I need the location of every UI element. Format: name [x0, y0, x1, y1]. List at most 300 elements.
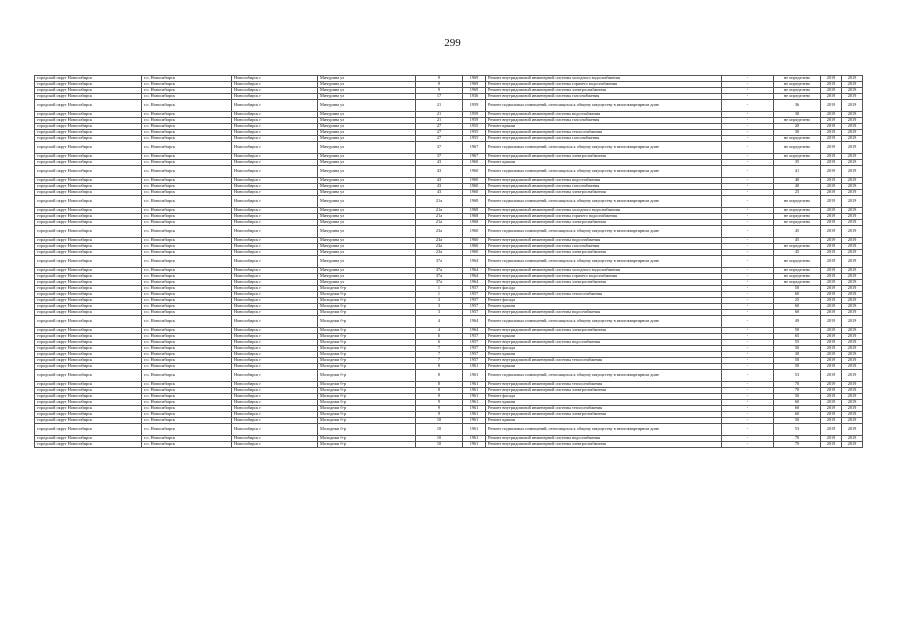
work-type-cell: Ремонт подвальных помещений, относящихся к общему имуществу в многоквартирном доме: [486, 424, 722, 436]
work-type-cell: Ремонт внутридомовой инженерной системы теплоснабжения: [486, 292, 722, 298]
work-type-cell: Ремонт подвальных помещений, относящихся к общему имуществу в многоквартирном доме: [486, 196, 722, 208]
cost-cell: -: [722, 358, 774, 364]
city-cell: Новосибирск г: [232, 436, 318, 442]
volume-cell: 20: [774, 124, 821, 130]
year-built-cell: 1967: [463, 142, 486, 154]
municipality-cell: г.о. Новосибирск: [142, 190, 232, 196]
cost-cell: -: [722, 196, 774, 208]
municipality-cell: г.о. Новосибирск: [142, 328, 232, 334]
cost-cell: -: [722, 226, 774, 238]
municipality-cell: г.о. Новосибирск: [142, 436, 232, 442]
district-cell: городской округ Новосибирск: [35, 256, 142, 268]
district-cell: городской округ Новосибирск: [35, 184, 142, 190]
volume-cell: не определено: [774, 142, 821, 154]
street-cell: Мичурина ул: [318, 118, 416, 124]
volume-cell: 55: [774, 340, 821, 346]
volume-cell: 60: [774, 304, 821, 310]
work-type-cell: Ремонт подвальных помещений, относящихся к общему имуществу в многоквартирном доме: [486, 100, 722, 112]
district-cell: городской округ Новосибирск: [35, 400, 142, 406]
volume-cell: 30: [774, 352, 821, 358]
end-year-cell: 2019: [842, 124, 863, 130]
cost-cell: -: [722, 400, 774, 406]
district-cell: городской округ Новосибирск: [35, 352, 142, 358]
end-year-cell: 2019: [842, 220, 863, 226]
city-cell: Новосибирск г: [232, 130, 318, 136]
start-year-cell: 2019: [821, 346, 842, 352]
volume-cell: не определено: [774, 154, 821, 160]
work-type-cell: Ремонт крыши: [486, 334, 722, 340]
district-cell: городской округ Новосибирск: [35, 88, 142, 94]
volume-cell: 40: [774, 184, 821, 190]
year-built-cell: 1961: [463, 382, 486, 388]
start-year-cell: 2019: [821, 334, 842, 340]
house-cell: 8: [416, 370, 463, 382]
work-type-cell: Ремонт внутридомовой инженерной системы газоснабжения: [486, 244, 722, 250]
cost-cell: -: [722, 352, 774, 358]
municipality-cell: г.о. Новосибирск: [142, 178, 232, 184]
city-cell: Новосибирск г: [232, 358, 318, 364]
street-cell: Мичурина ул: [318, 244, 416, 250]
street-cell: Молодежи б-р: [318, 364, 416, 370]
municipality-cell: г.о. Новосибирск: [142, 220, 232, 226]
work-type-cell: Ремонт фасада: [486, 298, 722, 304]
street-cell: Мичурина ул: [318, 166, 416, 178]
street-cell: Молодежи б-р: [318, 340, 416, 346]
cost-cell: -: [722, 442, 774, 448]
district-cell: городской округ Новосибирск: [35, 418, 142, 424]
cost-cell: -: [722, 220, 774, 226]
district-cell: городской округ Новосибирск: [35, 154, 142, 160]
district-cell: городской округ Новосибирск: [35, 412, 142, 418]
district-cell: городской округ Новосибирск: [35, 436, 142, 442]
start-year-cell: 2019: [821, 340, 842, 346]
street-cell: Молодежи б-р: [318, 382, 416, 388]
work-type-cell: Ремонт внутридомовой инженерной системы газоснабжения: [486, 94, 722, 100]
start-year-cell: 2019: [821, 250, 842, 256]
city-cell: Новосибирск г: [232, 214, 318, 220]
street-cell: Мичурина ул: [318, 88, 416, 94]
cost-cell: -: [722, 250, 774, 256]
end-year-cell: 2019: [842, 394, 863, 400]
cost-cell: -: [722, 298, 774, 304]
start-year-cell: 2019: [821, 274, 842, 280]
year-built-cell: 1955: [463, 124, 486, 130]
municipality-cell: г.о. Новосибирск: [142, 310, 232, 316]
municipality-cell: г.о. Новосибирск: [142, 88, 232, 94]
cost-cell: -: [722, 82, 774, 88]
city-cell: Новосибирск г: [232, 364, 318, 370]
work-type-cell: Ремонт внутридомовой инженерной системы горячего водоснабжения: [486, 274, 722, 280]
work-type-cell: Ремонт внутридомовой инженерной системы электроснабжения: [486, 328, 722, 334]
work-type-cell: Ремонт внутридомовой инженерной системы электроснабжения: [486, 190, 722, 196]
cost-cell: -: [722, 346, 774, 352]
district-cell: городской округ Новосибирск: [35, 190, 142, 196]
house-cell: 9: [416, 412, 463, 418]
city-cell: Новосибирск г: [232, 310, 318, 316]
city-cell: Новосибирск г: [232, 136, 318, 142]
municipality-cell: г.о. Новосибирск: [142, 382, 232, 388]
street-cell: Молодежи б-р: [318, 424, 416, 436]
end-year-cell: 2019: [842, 154, 863, 160]
table-row: [35, 166, 863, 178]
cost-cell: -: [722, 214, 774, 220]
end-year-cell: 2019: [842, 292, 863, 298]
start-year-cell: 2019: [821, 100, 842, 112]
house-cell: 6: [416, 340, 463, 346]
year-built-cell: 1967: [463, 154, 486, 160]
house-cell: 10: [416, 436, 463, 442]
street-cell: Молодежи б-р: [318, 400, 416, 406]
year-built-cell: 1960: [463, 184, 486, 190]
start-year-cell: 2019: [821, 226, 842, 238]
city-cell: Новосибирск г: [232, 268, 318, 274]
municipality-cell: г.о. Новосибирск: [142, 370, 232, 382]
street-cell: Мичурина ул: [318, 184, 416, 190]
work-type-cell: Ремонт внутридомовой инженерной системы газоснабжения: [486, 118, 722, 124]
house-cell: 21а: [416, 196, 463, 208]
city-cell: Новосибирск г: [232, 394, 318, 400]
city-cell: Новосибирск г: [232, 124, 318, 130]
street-cell: Молодежи б-р: [318, 310, 416, 316]
municipality-cell: г.о. Новосибирск: [142, 418, 232, 424]
end-year-cell: 2019: [842, 226, 863, 238]
house-cell: 27: [416, 136, 463, 142]
start-year-cell: 2019: [821, 292, 842, 298]
house-cell: 10: [416, 424, 463, 436]
district-cell: городской округ Новосибирск: [35, 100, 142, 112]
year-built-cell: 1957: [463, 292, 486, 298]
city-cell: Новосибирск г: [232, 424, 318, 436]
year-built-cell: 1961: [463, 364, 486, 370]
municipality-cell: г.о. Новосибирск: [142, 286, 232, 292]
work-type-cell: Ремонт крыши: [486, 160, 722, 166]
volume-cell: 60: [774, 400, 821, 406]
cost-cell: -: [722, 244, 774, 250]
year-built-cell: 1936: [463, 94, 486, 100]
end-year-cell: 2019: [842, 352, 863, 358]
year-built-cell: 1957: [463, 334, 486, 340]
end-year-cell: 2019: [842, 160, 863, 166]
street-cell: Молодежи б-р: [318, 292, 416, 298]
municipality-cell: г.о. Новосибирск: [142, 280, 232, 286]
municipality-cell: г.о. Новосибирск: [142, 82, 232, 88]
district-cell: городской округ Новосибирск: [35, 118, 142, 124]
end-year-cell: 2019: [842, 166, 863, 178]
house-cell: 43: [416, 184, 463, 190]
cost-cell: -: [722, 418, 774, 424]
city-cell: Новосибирск г: [232, 250, 318, 256]
volume-cell: 50: [774, 328, 821, 334]
year-built-cell: 1955: [463, 136, 486, 142]
year-built-cell: 1964: [463, 328, 486, 334]
work-type-cell: Ремонт фасада: [486, 394, 722, 400]
work-type-cell: Ремонт внутридомовой инженерной системы водоснабжения: [486, 238, 722, 244]
year-built-cell: 1961: [463, 388, 486, 394]
district-cell: городской округ Новосибирск: [35, 226, 142, 238]
street-cell: Молодежи б-р: [318, 436, 416, 442]
end-year-cell: 2019: [842, 100, 863, 112]
start-year-cell: 2019: [821, 238, 842, 244]
cost-cell: -: [722, 160, 774, 166]
municipality-cell: г.о. Новосибирск: [142, 250, 232, 256]
start-year-cell: 2019: [821, 352, 842, 358]
volume-cell: 25: [774, 298, 821, 304]
house-cell: 37а: [416, 268, 463, 274]
district-cell: городской округ Новосибирск: [35, 280, 142, 286]
start-year-cell: 2019: [821, 358, 842, 364]
volume-cell: 45: [774, 250, 821, 256]
end-year-cell: 2019: [842, 304, 863, 310]
start-year-cell: 2019: [821, 166, 842, 178]
volume-cell: не определено: [774, 208, 821, 214]
cost-cell: -: [722, 112, 774, 118]
municipality-cell: г.о. Новосибирск: [142, 244, 232, 250]
year-built-cell: 1968: [463, 196, 486, 208]
year-built-cell: 1964: [463, 316, 486, 328]
year-built-cell: 1968: [463, 220, 486, 226]
municipality-cell: г.о. Новосибирск: [142, 238, 232, 244]
year-built-cell: 1957: [463, 346, 486, 352]
start-year-cell: 2019: [821, 196, 842, 208]
district-cell: городской округ Новосибирск: [35, 166, 142, 178]
city-cell: Новосибирск г: [232, 88, 318, 94]
end-year-cell: 2019: [842, 328, 863, 334]
city-cell: Новосибирск г: [232, 292, 318, 298]
year-built-cell: 1959: [463, 112, 486, 118]
start-year-cell: 2019: [821, 286, 842, 292]
municipality-cell: г.о. Новосибирск: [142, 118, 232, 124]
house-cell: 27: [416, 124, 463, 130]
street-cell: Мичурина ул: [318, 256, 416, 268]
start-year-cell: 2019: [821, 154, 842, 160]
work-type-cell: Ремонт крыши: [486, 400, 722, 406]
municipality-cell: г.о. Новосибирск: [142, 412, 232, 418]
end-year-cell: 2019: [842, 94, 863, 100]
work-type-cell: Ремонт внутридомовой инженерной системы водоснабжения: [486, 310, 722, 316]
city-cell: Новосибирск г: [232, 154, 318, 160]
district-cell: городской округ Новосибирск: [35, 82, 142, 88]
volume-cell: 25: [774, 190, 821, 196]
municipality-cell: г.о. Новосибирск: [142, 208, 232, 214]
street-cell: Молодежи б-р: [318, 304, 416, 310]
year-built-cell: 1968: [463, 214, 486, 220]
municipality-cell: г.о. Новосибирск: [142, 160, 232, 166]
city-cell: Новосибирск г: [232, 142, 318, 154]
start-year-cell: 2019: [821, 124, 842, 130]
district-cell: городской округ Новосибирск: [35, 112, 142, 118]
work-type-cell: Ремонт внутридомовой инженерной системы газоснабжения: [486, 184, 722, 190]
district-cell: городской округ Новосибирск: [35, 286, 142, 292]
year-built-cell: 1964: [463, 256, 486, 268]
cost-cell: -: [722, 436, 774, 442]
cost-cell: -: [722, 280, 774, 286]
municipality-cell: г.о. Новосибирск: [142, 424, 232, 436]
year-built-cell: 1961: [463, 442, 486, 448]
end-year-cell: 2019: [842, 268, 863, 274]
volume-cell: 30: [774, 130, 821, 136]
end-year-cell: 2019: [842, 340, 863, 346]
city-cell: Новосибирск г: [232, 412, 318, 418]
volume-cell: 60: [774, 292, 821, 298]
cost-cell: -: [722, 334, 774, 340]
year-built-cell: 1961: [463, 370, 486, 382]
municipality-cell: г.о. Новосибирск: [142, 346, 232, 352]
street-cell: Молодежи б-р: [318, 406, 416, 412]
end-year-cell: 2019: [842, 406, 863, 412]
volume-cell: 50: [774, 286, 821, 292]
municipality-cell: г.о. Новосибирск: [142, 94, 232, 100]
house-cell: 7: [416, 358, 463, 364]
volume-cell: 50: [774, 364, 821, 370]
district-cell: городской округ Новосибирск: [35, 340, 142, 346]
cost-cell: -: [722, 136, 774, 142]
city-cell: Новосибирск г: [232, 340, 318, 346]
end-year-cell: 2019: [842, 358, 863, 364]
city-cell: Новосибирск г: [232, 196, 318, 208]
cost-cell: -: [722, 208, 774, 214]
house-cell: 43: [416, 160, 463, 166]
cost-cell: -: [722, 238, 774, 244]
city-cell: Новосибирск г: [232, 82, 318, 88]
house-cell: 21: [416, 112, 463, 118]
municipality-cell: г.о. Новосибирск: [142, 358, 232, 364]
volume-cell: 45: [774, 226, 821, 238]
cost-cell: -: [722, 256, 774, 268]
volume-cell: 70: [774, 388, 821, 394]
district-cell: городской округ Новосибирск: [35, 304, 142, 310]
work-type-cell: Ремонт подвальных помещений, относящихся к общему имуществу в многоквартирном доме: [486, 370, 722, 382]
end-year-cell: 2019: [842, 418, 863, 424]
start-year-cell: 2019: [821, 130, 842, 136]
city-cell: Новосибирск г: [232, 118, 318, 124]
city-cell: Новосибирск г: [232, 400, 318, 406]
work-type-cell: Ремонт внутридомовой инженерной системы холодного водоснабжения: [486, 268, 722, 274]
street-cell: Мичурина ул: [318, 190, 416, 196]
municipality-cell: г.о. Новосибирск: [142, 256, 232, 268]
street-cell: Молодежи б-р: [318, 388, 416, 394]
city-cell: Новосибирск г: [232, 304, 318, 310]
house-cell: 8: [416, 382, 463, 388]
house-cell: 9: [416, 394, 463, 400]
street-cell: Мичурина ул: [318, 154, 416, 160]
district-cell: городской округ Новосибирск: [35, 130, 142, 136]
cost-cell: -: [722, 190, 774, 196]
year-built-cell: 1957: [463, 340, 486, 346]
city-cell: Новосибирск г: [232, 388, 318, 394]
district-cell: городской округ Новосибирск: [35, 124, 142, 130]
cost-cell: -: [722, 286, 774, 292]
street-cell: Мичурина ул: [318, 274, 416, 280]
end-year-cell: 2019: [842, 118, 863, 124]
year-built-cell: 1964: [463, 268, 486, 274]
work-type-cell: Ремонт фасада: [486, 286, 722, 292]
house-cell: 23а: [416, 244, 463, 250]
start-year-cell: 2019: [821, 136, 842, 142]
end-year-cell: 2019: [842, 184, 863, 190]
city-cell: Новосибирск г: [232, 274, 318, 280]
city-cell: Новосибирск г: [232, 418, 318, 424]
cost-cell: -: [722, 292, 774, 298]
house-cell: 3: [416, 310, 463, 316]
municipality-cell: г.о. Новосибирск: [142, 166, 232, 178]
municipality-cell: г.о. Новосибирск: [142, 334, 232, 340]
cost-cell: -: [722, 310, 774, 316]
cost-cell: -: [722, 394, 774, 400]
end-year-cell: 2019: [842, 112, 863, 118]
work-type-cell: Ремонт подвальных помещений, относящихся к общему имуществу в многоквартирном доме: [486, 142, 722, 154]
start-year-cell: 2019: [821, 88, 842, 94]
work-type-cell: Ремонт крыши: [486, 418, 722, 424]
cost-cell: -: [722, 76, 774, 82]
cost-cell: -: [722, 142, 774, 154]
house-cell: 9: [416, 82, 463, 88]
end-year-cell: 2019: [842, 250, 863, 256]
start-year-cell: 2019: [821, 76, 842, 82]
district-cell: городской округ Новосибирск: [35, 142, 142, 154]
district-cell: городской округ Новосибирск: [35, 310, 142, 316]
start-year-cell: 2019: [821, 256, 842, 268]
volume-cell: 53: [774, 424, 821, 436]
work-type-cell: Ремонт подвальных помещений, относящихся к общему имуществу в многоквартирном доме: [486, 166, 722, 178]
end-year-cell: 2019: [842, 370, 863, 382]
city-cell: Новосибирск г: [232, 238, 318, 244]
end-year-cell: 2019: [842, 214, 863, 220]
cost-cell: -: [722, 130, 774, 136]
work-type-cell: Ремонт внутридомовой инженерной системы электроснабжения: [486, 250, 722, 256]
start-year-cell: 2019: [821, 364, 842, 370]
end-year-cell: 2019: [842, 208, 863, 214]
work-type-cell: Ремонт внутридомовой инженерной системы электроснабжения: [486, 220, 722, 226]
work-type-cell: Ремонт внутридомовой инженерной системы электроснабжения: [486, 412, 722, 418]
municipality-cell: г.о. Новосибирск: [142, 352, 232, 358]
district-cell: городской округ Новосибирск: [35, 388, 142, 394]
municipality-cell: г.о. Новосибирск: [142, 226, 232, 238]
year-built-cell: 1961: [463, 412, 486, 418]
start-year-cell: 2019: [821, 268, 842, 274]
volume-cell: 60: [774, 412, 821, 418]
work-type-cell: Ремонт фасада: [486, 346, 722, 352]
work-type-cell: Ремонт внутридомовой инженерной системы электроснабжения: [486, 154, 722, 160]
district-cell: городской округ Новосибирск: [35, 250, 142, 256]
year-built-cell: 1960: [463, 238, 486, 244]
end-year-cell: 2019: [842, 298, 863, 304]
street-cell: Мичурина ул: [318, 130, 416, 136]
year-built-cell: 1957: [463, 310, 486, 316]
street-cell: Молодежи б-р: [318, 298, 416, 304]
start-year-cell: 2019: [821, 388, 842, 394]
year-built-cell: 1968: [463, 208, 486, 214]
district-cell: городской округ Новосибирск: [35, 196, 142, 208]
house-cell: 9: [416, 406, 463, 412]
district-cell: городской округ Новосибирск: [35, 208, 142, 214]
volume-cell: не определено: [774, 274, 821, 280]
volume-cell: не определено: [774, 256, 821, 268]
street-cell: Мичурина ул: [318, 214, 416, 220]
volume-cell: 35: [774, 160, 821, 166]
end-year-cell: 2019: [842, 82, 863, 88]
table-row: [35, 370, 863, 382]
table-row: [35, 226, 863, 238]
cost-cell: -: [722, 370, 774, 382]
work-type-cell: Ремонт внутридомовой инженерной системы холодного водоснабжения: [486, 76, 722, 82]
street-cell: Мичурина ул: [318, 82, 416, 88]
city-cell: Новосибирск г: [232, 178, 318, 184]
year-built-cell: 1960: [463, 244, 486, 250]
work-type-cell: Ремонт крыши: [486, 352, 722, 358]
municipality-cell: г.о. Новосибирск: [142, 340, 232, 346]
year-built-cell: 1960: [463, 226, 486, 238]
start-year-cell: 2019: [821, 160, 842, 166]
